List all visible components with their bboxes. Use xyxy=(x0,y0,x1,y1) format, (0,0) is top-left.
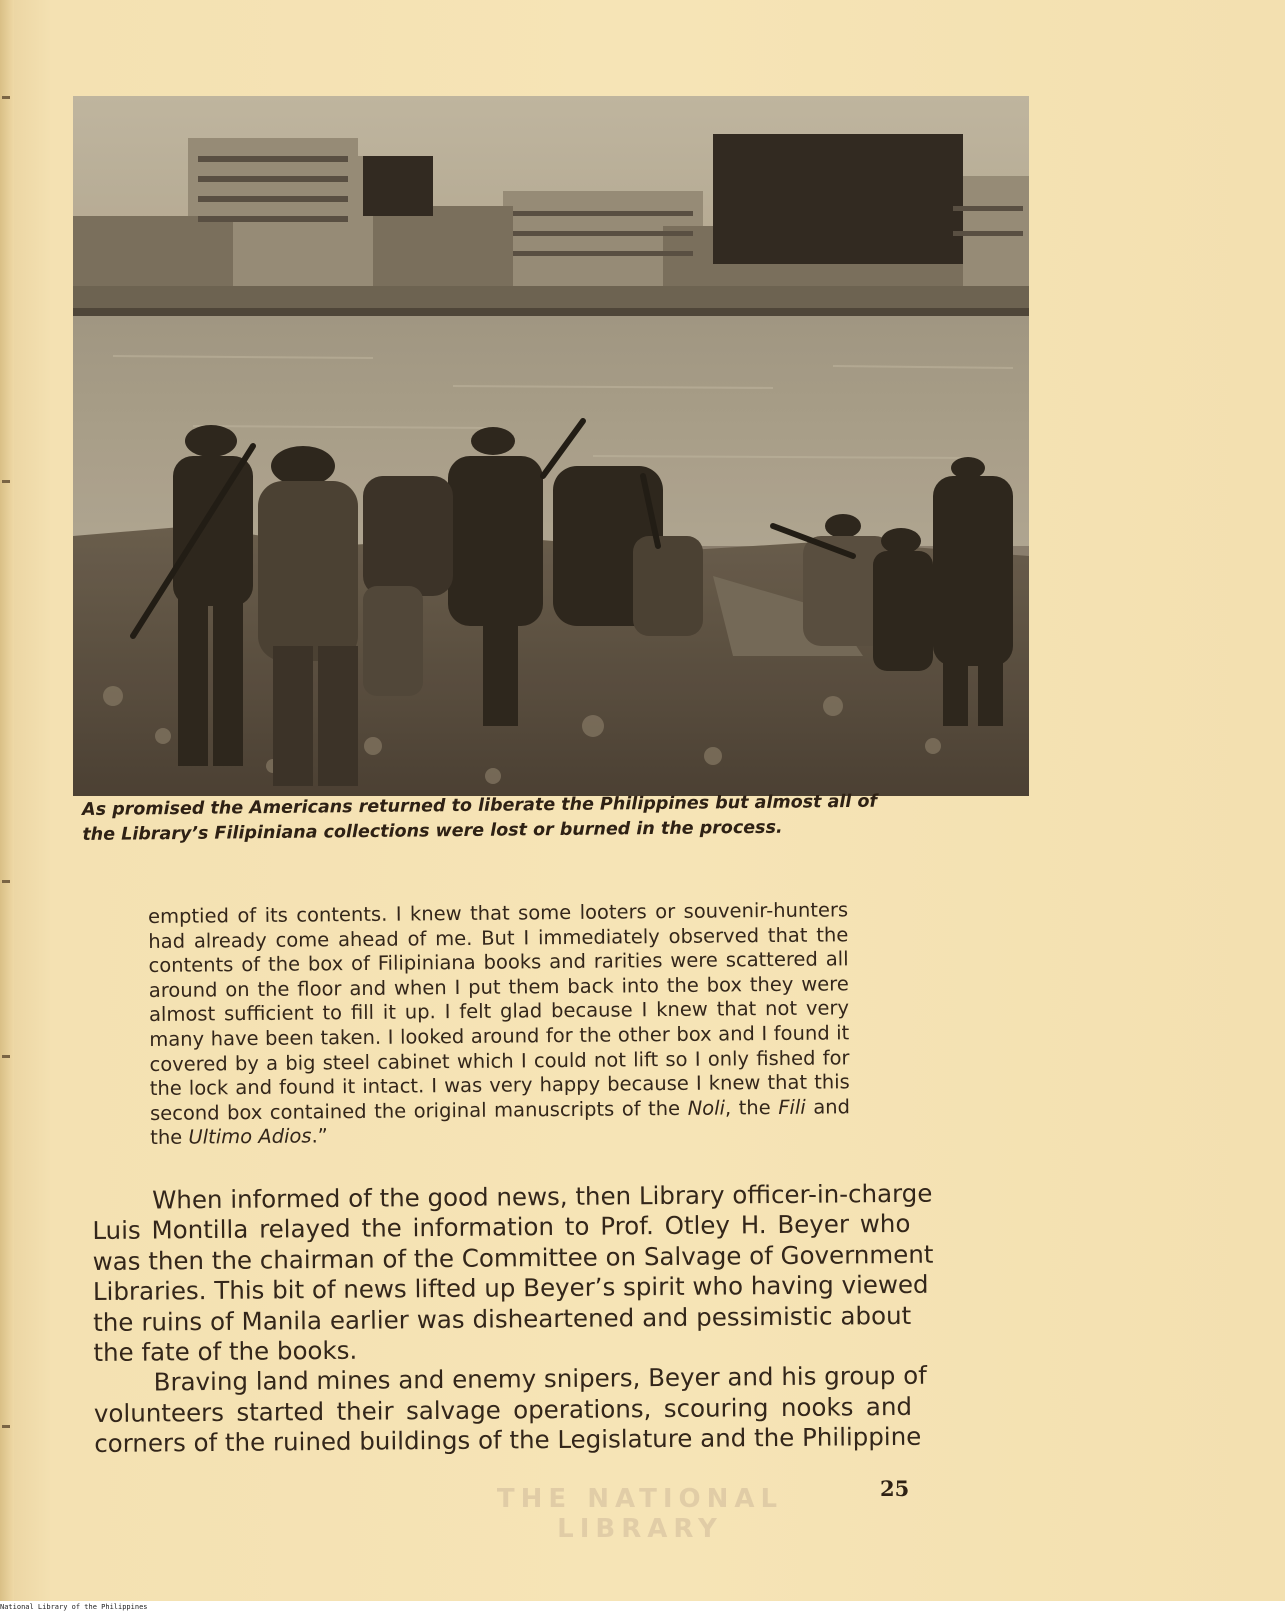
quote-text: the xyxy=(150,1125,189,1150)
body-line: volunteers started their salvage operations, scouring nooks and xyxy=(93,1391,913,1428)
quote-text: and xyxy=(805,1095,851,1119)
body-line: the ruins of Manila earlier was disheartened and pessimistic about xyxy=(93,1300,912,1337)
quote-line: many have been taken. I looked around for the other box and I found it xyxy=(149,1021,850,1051)
body-line: corners of the ruined buildings of the Legislature and the Philippine xyxy=(94,1422,922,1459)
page-binding-edge xyxy=(0,0,14,1613)
quote-line: contents of the box of Filipiniana books and rarities were scattered all xyxy=(148,947,849,978)
quote-line: emptied of its contents. I knew that some looters or souvenir-hunters xyxy=(148,898,849,928)
binding-mark xyxy=(2,880,10,883)
title-noli: Noli xyxy=(687,1096,726,1120)
caption-line: As promised the Americans returned to liberate the Philippines but almost all of xyxy=(82,791,878,820)
body-line: the fate of the books. xyxy=(93,1335,358,1368)
quoted-passage xyxy=(148,898,850,1151)
quote-line: around on the floor and when I put them back into the box they were xyxy=(148,972,849,1002)
title-ultimo-adios: Ultimo Adios xyxy=(188,1124,312,1149)
scan-footer-credit: National Library of the Philippines xyxy=(0,1603,154,1611)
binding-mark xyxy=(2,1425,10,1428)
binding-mark xyxy=(2,96,10,99)
quote-text: , the xyxy=(724,1095,779,1120)
quote-line: had already come ahead of me. But I immediately observed that the xyxy=(148,922,849,953)
binding-mark xyxy=(2,480,10,483)
quote-line: covered by a big steel cabinet which I could not lift so I only fished for xyxy=(149,1045,850,1076)
scan-footer-strip xyxy=(0,1601,1285,1613)
photo-soldiers-pasig-river xyxy=(73,96,1029,796)
body-line: was then the chairman of the Committee on Salvage of Government xyxy=(92,1239,934,1276)
body-text xyxy=(92,1178,934,1460)
page-number: 25 xyxy=(880,1476,910,1501)
library-stamp xyxy=(460,1466,820,1576)
photo-icon xyxy=(73,96,1029,796)
stamp-line: THE NATIONAL LIBRARY xyxy=(496,1484,784,1544)
title-fili: Fili xyxy=(778,1095,806,1119)
body-line: Luis Montilla relayed the information to Prof. Otley H. Beyer who xyxy=(92,1209,911,1246)
caption-line: the Library’s Filipiniana collections were lost or burned in the process. xyxy=(82,817,783,845)
binding-mark xyxy=(2,1055,10,1058)
body-line: Braving land mines and enemy snipers, Beyer and his group of xyxy=(153,1361,927,1397)
quote-text: second box contained the original manuscripts of the xyxy=(149,1096,688,1125)
photo-caption xyxy=(82,789,922,848)
body-line: Libraries. This bit of news lifted up Beyer’s spirit who having viewed xyxy=(92,1269,929,1307)
quote-line: almost sufficient to fill it up. I felt glad because I knew that not very xyxy=(148,996,850,1027)
quote-line: the lock and found it intact. I was very happy because I knew that this xyxy=(149,1070,850,1101)
quote-text: .” xyxy=(311,1124,328,1148)
body-line: When informed of the good news, then Library officer-in-charge xyxy=(151,1178,933,1215)
